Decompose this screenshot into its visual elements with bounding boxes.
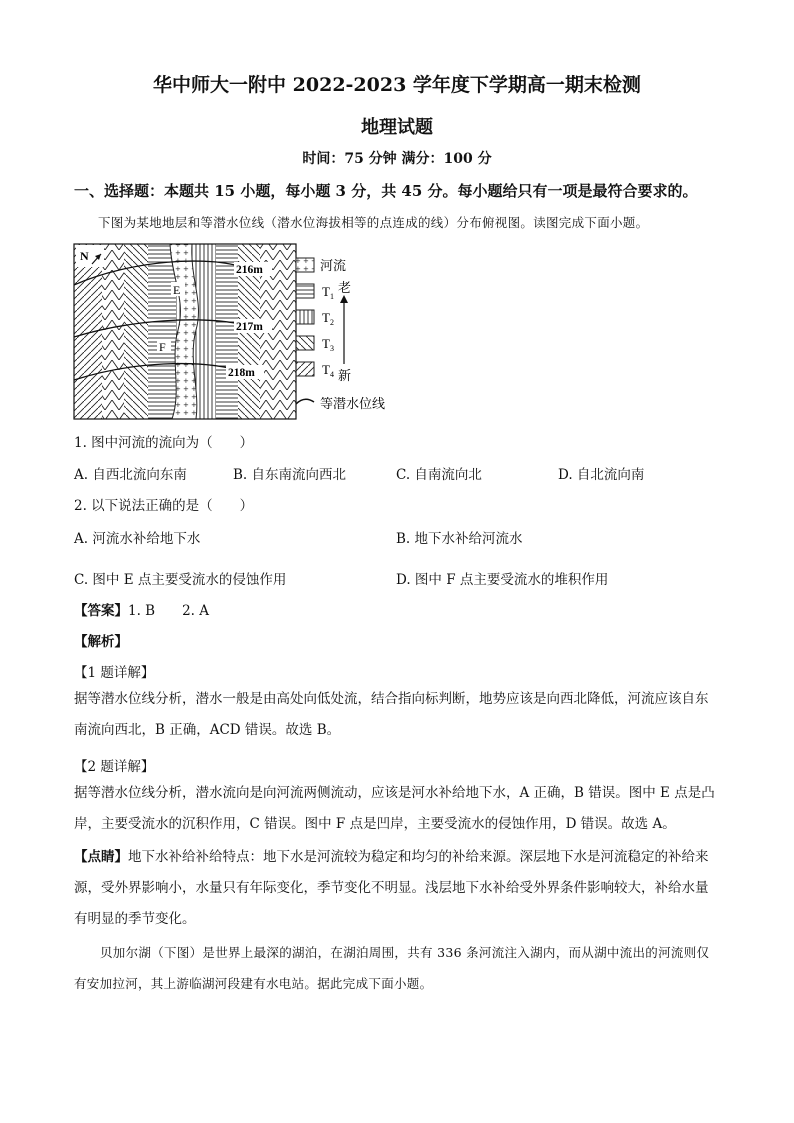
legend-t1-sub: 1 [329,292,334,301]
legend-swatch-t2 [296,310,314,324]
q1-option-b[interactable]: B. 自东南流向西北 [233,467,347,483]
detail1-text: 据等潜水位线分析，潜水一般是由高处向低处流，结合指向标判断，地势应该是向西北降低，河流应该自东南流向西北，B 正确，ACD 错误。故选 B。 [74,691,709,738]
exam-subject: 地理试题 [361,117,433,138]
svg-text:T4 [322,362,334,379]
q1-stem: 1. 图中河流的流向为（ ） [74,435,254,451]
q2-option-c[interactable]: C. 图中 E 点主要受流水的侵蚀作用 [74,572,287,588]
detail1-tag: 【1 题详解】 [74,665,155,681]
group2-intro: 贝加尔湖（下图）是世界上最深的湖泊，在湖泊周围，共有 336 条河流注入湖内，而从湖中流出的河流则仅有安加拉河，其上游临湖河段建有水电站。据此完成下面小题。 [74,945,710,991]
legend-swatch-t4 [296,362,314,376]
svg-text:T3 [322,336,334,353]
legend-swatch-river [296,258,314,272]
svg-text:T2 [322,310,334,327]
q2-option-a[interactable]: A. 河流水补给地下水 [74,531,201,547]
legend-t4-label: T [322,362,330,377]
legend-river-label: 河流 [320,258,347,273]
north-label: N [80,249,89,263]
answer-text: 1. B 2. A [128,603,210,619]
figure-legend [296,258,385,411]
point-e-label: E [173,283,181,297]
legend-t3-label: T [322,336,330,351]
exam-meta: 时间：75 分钟 满分：100 分 [302,151,492,167]
detail2-tag: 【2 题详解】 [74,759,155,775]
exam-title: 华中师大一附中 2022-2023 学年度下学期高一期末检测 [153,74,641,96]
group1-intro: 下图为某地地层和等潜水位线（潜水位海拔相等的点连成的线）分布俯视图。读图完成下面小题。 [98,215,649,230]
legend-old-label: 老 [338,280,352,295]
point-f-label: F [159,340,166,354]
answer-tag: 【答案】 [74,603,128,619]
q2-stem: 2. 以下说法正确的是（ ） [74,498,254,514]
q1-option-d[interactable]: D. 自北流向南 [558,467,645,483]
contour-label-218: 218m [228,367,255,379]
legend-swatch-t1 [296,284,314,298]
section-heading: 一、选择题：本题共 15 小题，每小题 3 分，共 45 分。每小题给只有一项是最符合要求的。 [74,182,698,200]
legend-swatch-t3 [296,336,314,350]
tip-text: 地下水补给补给特点：地下水是河流较为稳定和均匀的补给来源。深层地下水是河流稳定的补给来源，受外界影响小，水量只有年际变化，季节变化不明显。浅层地下水补给受外界条件影响较大，补给水量有明显的季节变化。 [74,849,709,927]
svg-text:T1 [322,284,334,301]
legend-new-label: 新 [338,368,352,383]
legend-t4-sub: 4 [329,370,334,379]
tip-tag: 【点睛】 [74,849,128,865]
geology-figure [70,240,420,425]
detail2-text: 据等潜水位线分析，潜水流向是向河流两侧流动，应该是河水补给地下水，A 正确，B 错误。图中 E 点是凸岸，主要受流水的沉积作用，C 错误。图中 F 点是凹岸，主要受流水的侵蚀作用，D 错误。故选 A。 [74,785,715,832]
q1-option-c[interactable]: C. 自南流向北 [396,467,482,483]
contour-label-216: 216m [236,264,263,276]
q2-option-d[interactable]: D. 图中 F 点主要受流水的堆积作用 [396,572,609,588]
legend-t3-sub: 3 [329,344,334,353]
strata-map [74,244,296,419]
q1-option-a[interactable]: A. 自西北流向东南 [74,467,187,483]
legend-t2-sub: 2 [329,318,334,327]
legend-contour-label: 等潜水位线 [320,396,386,411]
q2-option-b[interactable]: B. 地下水补给河流水 [396,531,523,547]
tip-paragraph [74,842,720,935]
legend-t2-label: T [322,310,330,325]
contour-label-217: 217m [236,321,263,333]
analysis-tag: 【解析】 [74,634,128,650]
answer-line [74,599,209,619]
legend-t1-label: T [322,284,330,299]
legend-contour-icon [296,399,314,404]
